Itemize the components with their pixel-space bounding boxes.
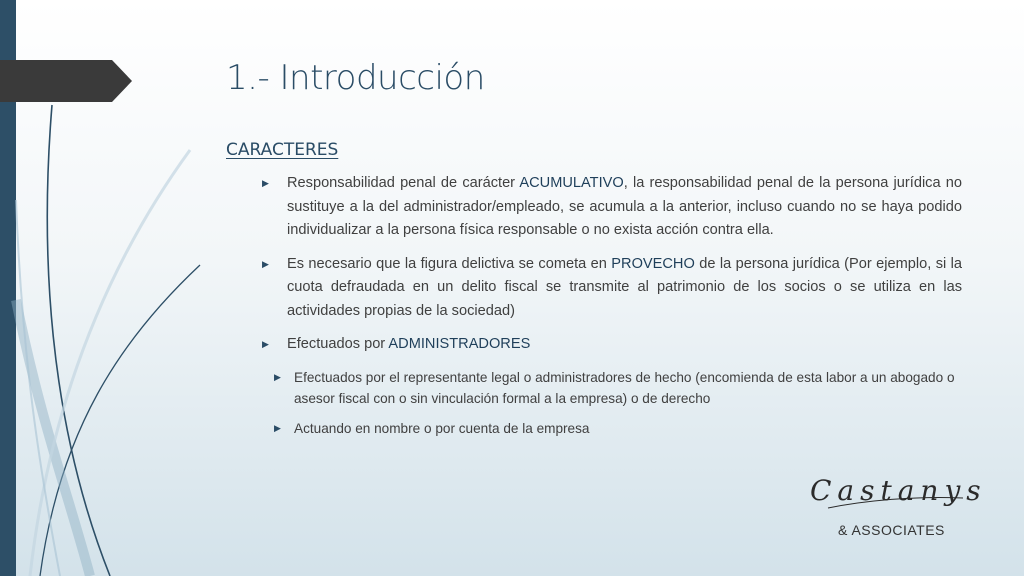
brand-logo — [808, 470, 987, 550]
sub-bullet-text: Efectuados por el representante legal o administradores de hecho (encomienda de esta labor a un abogado o asesor fiscal con o sin vinculación formal a la empresa) o de derecho — [294, 369, 955, 406]
arrow-bullet-icon: ▶ — [262, 258, 269, 269]
bullet-text-post: , la responsabilidad penal de la persona jurídica no sustituye a la del administrador/empleado, se acumula a la anterior, incluso cuando no se haya podido individualizar a la persona física responsable o no exista acción contra ella. — [287, 175, 962, 238]
bullet-text-pre: Responsabilidad penal de carácter — [287, 175, 520, 191]
sub-list-item — [260, 367, 962, 409]
bullet-list — [226, 172, 962, 439]
slide-content — [226, 140, 962, 449]
sub-list-item — [260, 418, 962, 439]
arrow-bullet-icon: ▶ — [262, 178, 269, 188]
arrow-bullet-icon: ▶ — [274, 422, 281, 433]
section-heading: CARACTERES — [226, 140, 339, 160]
sub-bullet-text: Actuando en nombre o por cuenta de la empresa — [294, 420, 590, 436]
bullet-emphasis: ACUMULATIVO — [519, 175, 624, 191]
sub-bullet-list — [260, 367, 962, 439]
bullet-text-post: de la persona jurídica (Por ejemplo, si la cuota defraudada en un delito fiscal se transmite al patrimonio de los socios o se utiliza en las actividades propias de la sociedad) — [287, 255, 962, 319]
arrow-bullet-icon: ▶ — [262, 339, 269, 349]
bullet-emphasis: PROVECHO — [611, 255, 695, 272]
list-item — [226, 172, 962, 243]
brand-subtitle: & ASSOCIATES — [838, 522, 945, 538]
brand-name: Castanys — [810, 474, 987, 507]
bullet-text-pre: Es necesario que la figura delictiva se cometa en — [287, 255, 612, 272]
list-item — [226, 253, 962, 324]
arrow-bullet-icon: ▶ — [274, 371, 281, 382]
list-item — [226, 333, 962, 439]
bullet-text-pre: Efectuados por — [287, 336, 389, 352]
bullet-emphasis: ADMINISTRADORES — [388, 336, 531, 352]
title-tab-arrow — [0, 60, 132, 102]
page-title: 1.- Introducción — [226, 58, 485, 98]
